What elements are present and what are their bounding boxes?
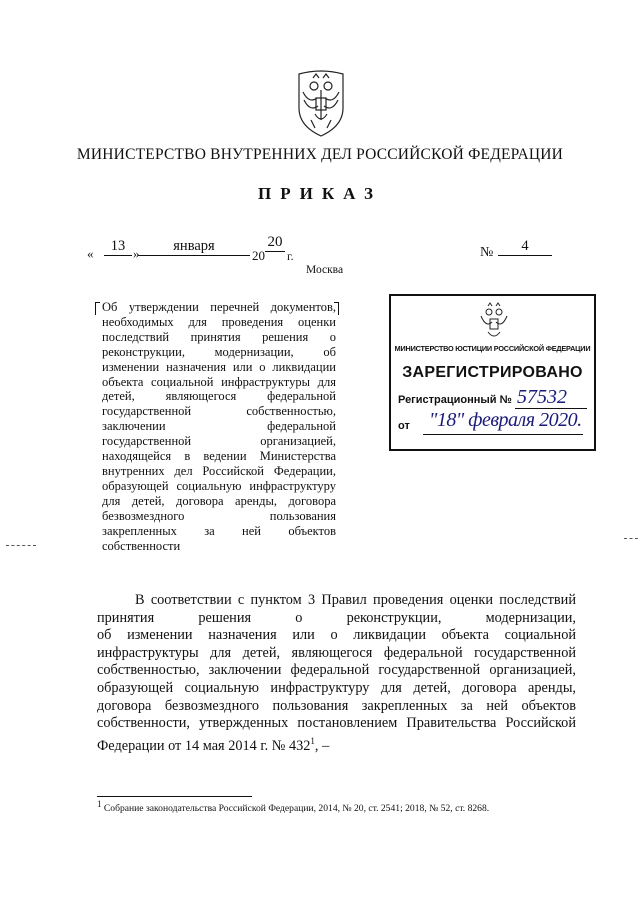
stamp-ministry: МИНИСТЕРСТВО ЮСТИЦИИ РОССИЙСКОЙ ФЕДЕРАЦИИ bbox=[394, 344, 591, 353]
title-line: детей, являющегося федеральной bbox=[102, 389, 336, 404]
order-title bbox=[102, 300, 336, 553]
title-line: изменении назначения или о ликвидации bbox=[102, 359, 336, 374]
body-line: собственностью, заключении федеральной государственной организацией, bbox=[97, 662, 576, 679]
title-line: для детей, договора аренды, договора bbox=[102, 493, 336, 508]
title-line: заключении федеральной bbox=[102, 419, 336, 434]
margin-mark-left bbox=[6, 545, 36, 546]
title-line: собственности bbox=[102, 538, 181, 553]
date-close-quote: » bbox=[133, 246, 140, 261]
stamp-date-underline bbox=[423, 434, 583, 435]
body-last-line bbox=[97, 733, 576, 755]
russian-coat-of-arms-icon bbox=[293, 64, 349, 140]
stamp-date-label: от bbox=[398, 420, 410, 432]
city: Москва bbox=[306, 264, 344, 276]
title-bracket-left bbox=[95, 302, 100, 315]
title-line: безвозмездного пользования bbox=[102, 508, 336, 523]
body-paragraph bbox=[97, 592, 576, 755]
title-line: последствий принятия решения о bbox=[102, 329, 336, 344]
body-line: об изменении назначения или о ликвидации объекта социальной bbox=[97, 627, 576, 644]
order-month: января bbox=[138, 238, 250, 256]
body-line: собственности, утвержденных постановлением Правительства Российской bbox=[97, 715, 576, 732]
footnote-separator bbox=[97, 796, 252, 797]
footnote-text: Собрание законодательства Российской Федерации, 2014, № 20, ст. 2541; 2018, № 52, ст. 8268. bbox=[103, 803, 490, 815]
title-line: внутренних дел Российской Федерации, bbox=[102, 463, 336, 478]
body-last-tail: , – bbox=[314, 737, 330, 754]
order-day: 13 bbox=[104, 238, 132, 256]
date-open-quote: « bbox=[87, 246, 94, 261]
ministry-title: МИНИСТЕРСТВО ВНУТРЕННИХ ДЕЛ РОССИЙСКОЙ ФЕДЕРАЦИИ bbox=[76, 146, 564, 163]
body-line: договора безвозмездного пользования закрепленных за ней объектов bbox=[97, 697, 576, 714]
stamp-number: 57532 bbox=[517, 386, 567, 408]
stamp-date: "18" февраля 2020. bbox=[429, 409, 582, 431]
order-year: 20 bbox=[265, 234, 285, 252]
body-line: принятия решения о реконструкции, модернизации, bbox=[97, 609, 576, 626]
title-line: находящейся в ведении Министерства bbox=[102, 449, 336, 464]
title-line: государственной собственностью, bbox=[102, 404, 336, 419]
footnote bbox=[97, 799, 489, 814]
title-line: необходимых для проведения оценки bbox=[102, 314, 336, 329]
footnote-number: 1 bbox=[97, 799, 102, 809]
title-line: образующей социальную инфраструктуру bbox=[102, 478, 336, 493]
body-line: В соответствии с пунктом 3 Правил проведения оценки последствий bbox=[135, 592, 576, 608]
title-line: Об утверждении перечней документов, bbox=[102, 300, 336, 314]
title-line: реконструкции, модернизации, об bbox=[102, 344, 336, 359]
stamp-number-label: Регистрационный № bbox=[398, 394, 512, 406]
registration-stamp bbox=[389, 294, 596, 451]
order-century: 20 bbox=[252, 248, 265, 263]
body-last-text: Федерации от 14 мая 2014 г. № 432 bbox=[97, 737, 311, 754]
title-line: государственной организацией, bbox=[102, 434, 336, 449]
title-line: объекта социальной инфраструктуры для bbox=[102, 374, 336, 389]
stamp-registered: ЗАРЕГИСТРИРОВАНО bbox=[402, 364, 583, 381]
title-line: закрепленных за ней объектов bbox=[102, 523, 336, 538]
order-number: 4 bbox=[498, 238, 552, 256]
document-type: ПРИКАЗ bbox=[258, 184, 382, 203]
body-line: образующей социальную инфраструктуру для детей, договора аренды, bbox=[97, 679, 576, 696]
footnote-reference[interactable]: 1 bbox=[310, 735, 315, 746]
body-line: инфраструктуры для детей, являющегося федеральной государственной bbox=[97, 644, 576, 661]
year-suffix: г. bbox=[287, 249, 294, 263]
number-label: № bbox=[480, 245, 494, 260]
stamp-coat-of-arms-icon bbox=[477, 302, 511, 342]
margin-mark-right bbox=[624, 538, 638, 539]
